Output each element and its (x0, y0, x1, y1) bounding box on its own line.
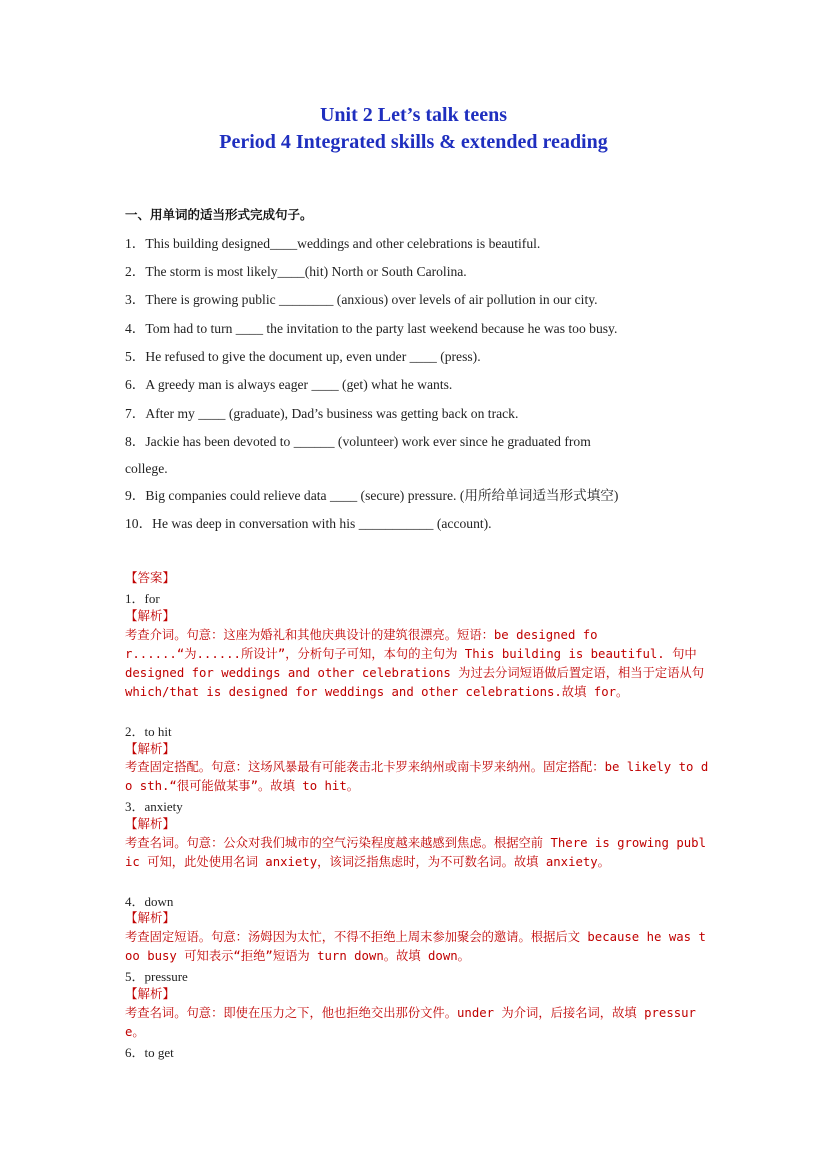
analysis-text: 考查介词。句意：这座为婚礼和其他庆典设计的建筑很漂亮。短语：be designed for......“为......所设计”，分析句子可知，本句的主句为 This building is beautiful. 句中 designed for weddings and other celebrations 为过去分词短语做后置定语，相当于定语从句 which/that is designed for weddings and other celebrations.故填 for。 (125, 628, 712, 699)
analysis-label: 【解析】 (125, 741, 176, 756)
question-item: 1．This building designed____weddings and other celebrations is beautiful. (125, 236, 541, 251)
question-item: 4．Tom had to turn ____ the invitation to the party last weekend because he was too busy. (125, 321, 618, 336)
answer-label: 【答案】 (125, 570, 176, 585)
answer-number: 4．down (125, 894, 174, 909)
question-item: 6．A greedy man is always eager ____ (get) what he wants. (125, 377, 453, 392)
analysis-label: 【解析】 (125, 910, 176, 925)
analysis-label: 【解析】 (125, 608, 176, 623)
analysis-label: 【解析】 (125, 986, 176, 1001)
question-item: 10．He was deep in conversation with his ___________ (account). (125, 516, 492, 531)
question-item: 8．Jackie has been devoted to ______ (volunteer) work ever since he graduated from (125, 434, 591, 449)
question-item-continued: college. (125, 461, 168, 476)
question-item: 3．There is growing public ________ (anxious) over levels of air pollution in our city. (125, 292, 598, 307)
analysis-text: 考查固定搭配。句意：这场风暴最有可能袭击北卡罗来纳州或南卡罗来纳州。固定搭配：be likely to do sth.“很可能做某事”。故填 to hit。 (125, 760, 709, 793)
answer-number: 3．anxiety (125, 799, 183, 814)
answer-number: 1．for (125, 591, 160, 606)
answer-number: 5．pressure (125, 969, 188, 984)
analysis-text: 考查名词。句意：即使在压力之下，他也拒绝交出那份文件。under 为介词，后接名词，故填 pressure。 (125, 1006, 696, 1039)
analysis-text: 考查固定短语。句意：汤姆因为太忙，不得不拒绝上周末参加聚会的邀请。根据后文 because he was too busy 可知表示“拒绝”短语为 turn down。故填 down。 (125, 930, 706, 963)
question-item: 9．Big companies could relieve data ____ (secure) pressure. (用所给单词适当形式填空) (125, 488, 619, 503)
analysis-text: 考查名词。句意：公众对我们城市的空气污染程度越来越感到焦虑。根据空前 There is growing public 可知，此处使用名词 anxiety，该词泛指焦虑时，为不可数名词。故填 anxiety。 (125, 836, 706, 869)
question-item: 2．The storm is most likely____(hit) North or South Carolina. (125, 264, 467, 279)
question-item: 7．After my ____ (graduate), Dad’s business was getting back on track. (125, 406, 519, 421)
answer-number: 2．to hit (125, 724, 172, 739)
document-title: Unit 2 Let’s talk teens (319, 104, 508, 126)
analysis-label: 【解析】 (125, 816, 176, 831)
document-subtitle: Period 4 Integrated skills & extended reading (219, 131, 608, 153)
answer-number: 6．to get (125, 1045, 174, 1060)
question-item: 5．He refused to give the document up, even under ____ (press). (125, 349, 481, 364)
section-heading: 一、用单词的适当形式完成句子。 (125, 207, 313, 222)
